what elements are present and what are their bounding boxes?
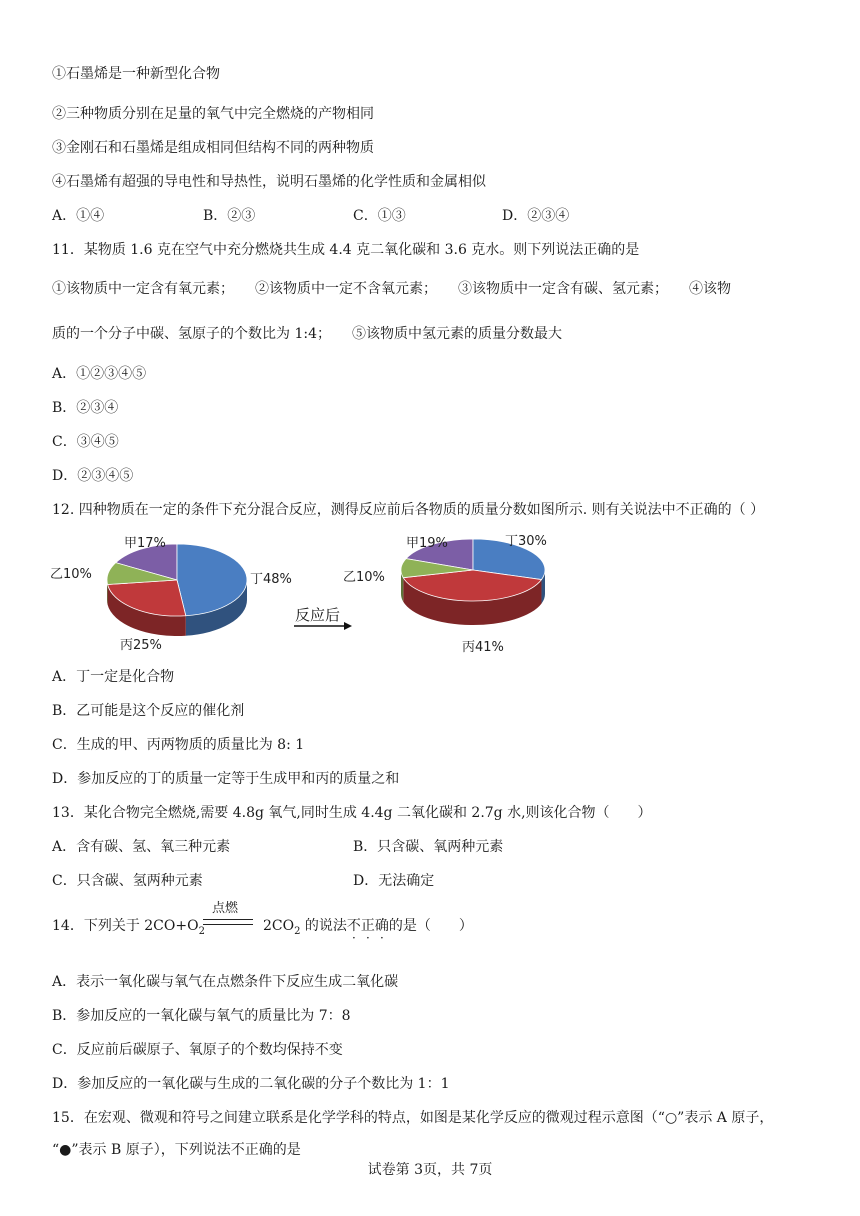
page-footer: 试卷第 3页，共 7页 xyxy=(367,1162,493,1178)
q11-statements-line-2: 质的一个分子中碳、氢原子的个数比为 1:4； ⑤该物质中氢元素的质量分数最大 xyxy=(52,326,562,342)
pie-label-乙: 乙10% xyxy=(343,570,385,585)
q15-stem-line-1: 15．在宏观、微观和符号之间建立联系是化学学科的特点，如图是某化学反应的微观过程示意图（“○”表示 A 原子， xyxy=(52,1110,774,1126)
q14-option-d: D．参加反应的一氧化碳与生成的二氧化碳的分子个数比为 1：1 xyxy=(52,1076,450,1092)
q11-option-a: A．①②③④⑤ xyxy=(52,366,147,382)
pie-chart-after xyxy=(343,534,547,655)
q10-statement-3: ③金刚石和石墨烯是组成相同但结构不同的两种物质 xyxy=(52,140,374,156)
q14-o2-subscript: 2 xyxy=(198,925,205,937)
q14-option-b: B．参加反应的一氧化碳与氧气的质量比为 7：8 xyxy=(52,1008,351,1024)
q10-option-d: D．②③④ xyxy=(502,208,570,224)
pie-label-甲: 甲17% xyxy=(124,536,166,551)
q13-option-b: B．只含碳、氧两种元素 xyxy=(353,839,504,855)
q13-stem: 13．某化合物完全燃烧,需要 4.8g 氧气,同时生成 4.4g 二氧化碳和 2.7g 水,则该化合物（ ） xyxy=(52,805,652,821)
q10-statement-4: ④石墨烯有超强的导电性和导热性，说明石墨烯的化学性质和金属相似 xyxy=(52,174,486,190)
q10-option-b: B．②③ xyxy=(203,208,256,224)
q12-option-a: A．丁一定是化合物 xyxy=(52,669,175,685)
pie-label-丙: 丙41% xyxy=(462,640,504,655)
q12-option-c: C．生成的甲、丙两物质的质量比为 8: 1 xyxy=(52,737,305,753)
q12-option-b: B．乙可能是这个反应的催化剂 xyxy=(52,703,245,719)
q12-arrow-label: 反应后 xyxy=(295,606,341,624)
q12-pie-charts xyxy=(40,528,580,660)
q14-mid: 的说法 xyxy=(300,918,347,934)
pie-label-甲: 甲19% xyxy=(406,536,448,551)
q14-reaction-condition: 点燃 xyxy=(212,901,239,916)
q12-option-d: D．参加反应的丁的质量一定等于生成甲和丙的质量之和 xyxy=(52,771,400,787)
q12-stem: 12. 四种物质在一定的条件下充分混合反应，测得反应前后各物质的质量分数如图所示. 则有关说法中不正确的（ ） xyxy=(52,502,765,518)
reaction-arrow-head xyxy=(344,622,352,630)
q11-option-d: D．②③④⑤ xyxy=(52,468,134,484)
q13-option-d: D．无法确定 xyxy=(353,873,435,889)
q11-statements-line-1: ①该物质中一定含有氧元素； ②该物质中一定不含氧元素； ③该物质中一定含有碳、氢元素； ④该物 xyxy=(52,281,731,297)
q15-stem-line-2: “●”表示 B 原子），下列说法不正确的是 xyxy=(52,1142,301,1158)
q10-option-a: A．①④ xyxy=(52,208,105,224)
emphasis-char: 不 xyxy=(346,918,361,934)
q14-suffix: 的是（ ） xyxy=(388,918,473,934)
q10-statement-1: ①石墨烯是一种新型化合物 xyxy=(52,66,220,82)
pie-label-丁: 丁48% xyxy=(250,572,292,587)
emphasis-char: 正 xyxy=(360,918,375,934)
q14-stem xyxy=(52,916,473,942)
q14-option-c: C．反应前后碳原子、氧原子的个数均保持不变 xyxy=(52,1042,343,1058)
pie-label-丙: 丙25% xyxy=(120,638,162,653)
pie-label-丁: 丁30% xyxy=(505,534,547,549)
q11-option-b: B．②③④ xyxy=(52,400,119,416)
q11-option-c: C．③④⑤ xyxy=(52,434,119,450)
q11-stem: 11．某物质 1.6 克在空气中充分燃烧共生成 4.4 克二氧化碳和 3.6 克水。则下列说法正确的是 xyxy=(52,242,640,258)
pie-chart-before xyxy=(50,536,292,653)
q14-equals-sign xyxy=(203,919,253,925)
pie-label-乙: 乙10% xyxy=(50,567,92,582)
q14-prefix: 14．下列关于 2CO+O xyxy=(52,918,199,934)
q10-option-c: C．①③ xyxy=(353,208,406,224)
q14-co2-subscript: 2 xyxy=(294,925,301,937)
q14-option-a: A．表示一氧化碳与氧气在点燃条件下反应生成二氧化碳 xyxy=(52,974,399,990)
q14-emphasis xyxy=(347,918,389,934)
q13-option-a: A．含有碳、氢、氧三种元素 xyxy=(52,839,231,855)
q14-product: 2CO xyxy=(262,918,295,934)
q13-option-c: C．只含碳、氢两种元素 xyxy=(52,873,203,889)
emphasis-char: 确 xyxy=(374,918,389,934)
q10-statement-2: ②三种物质分别在足量的氧气中完全燃烧的产物相同 xyxy=(52,106,374,122)
